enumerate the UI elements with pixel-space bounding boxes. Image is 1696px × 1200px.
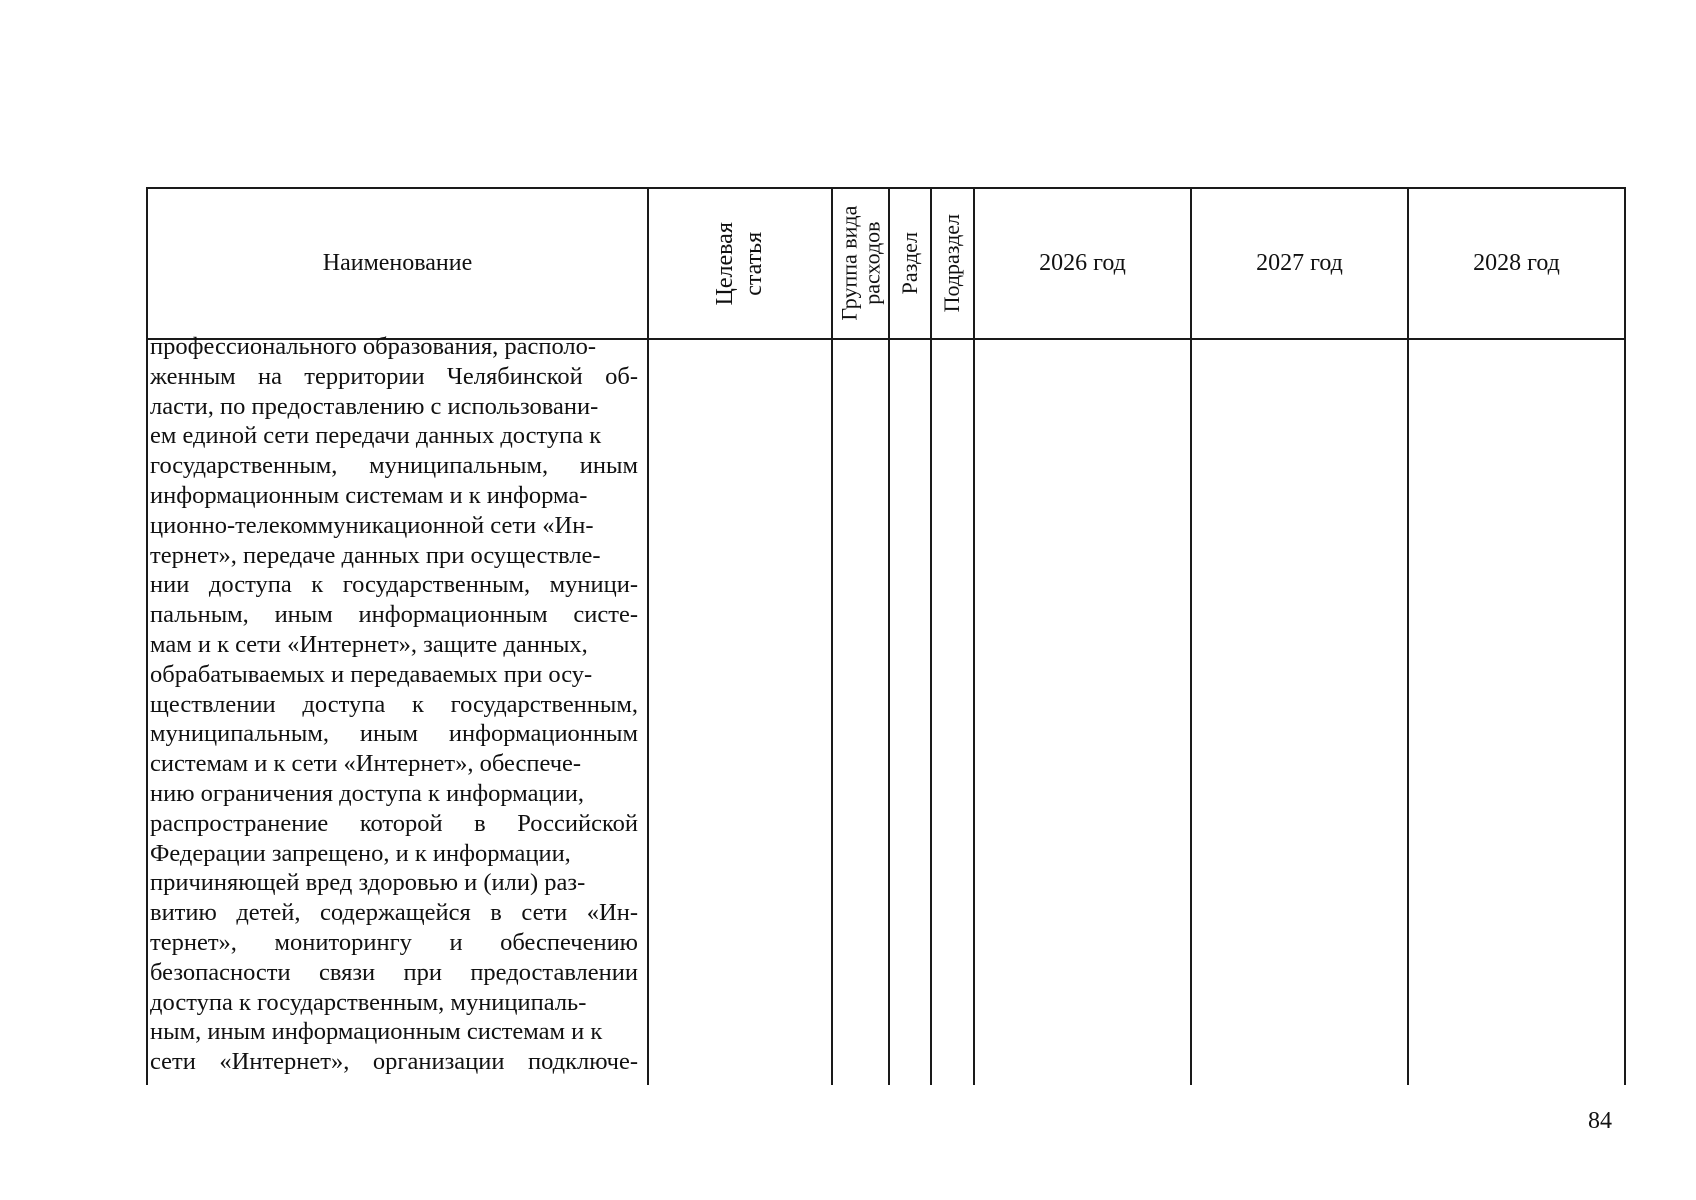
text-line: нию ограничения доступа к информации, xyxy=(150,779,584,807)
text-line: витию детей, содержащейся в сети «Ин- xyxy=(150,899,638,927)
text-line: пальным, иным информационным систе- xyxy=(150,601,638,629)
text-line: ласти, по предоставлению с использовани- xyxy=(150,392,599,420)
text-line: ем единой сети передачи данных доступа к xyxy=(150,422,602,450)
header-year-2027-label: 2027 год xyxy=(1256,250,1343,277)
text-line: муниципальным, иным информационным xyxy=(150,720,638,748)
text-line: женным на территории Челябинской об- xyxy=(150,362,638,390)
header-year-2027 xyxy=(1192,189,1407,338)
page-number: 84 xyxy=(1588,1108,1612,1134)
text-line: ществлении доступа к государственным, xyxy=(150,690,638,718)
text-line: распространение которой в Российской xyxy=(150,809,638,837)
text-line: обрабатываемых и передаваемых при осу- xyxy=(150,660,593,688)
header-name-label: Наименование xyxy=(322,250,473,277)
header-year-2028-label: 2028 год xyxy=(1473,250,1560,277)
header-year-2028 xyxy=(1409,189,1624,338)
text-line: тернет», мониторингу и обеспечению xyxy=(150,928,638,956)
text-line: нии доступа к государственным, муници- xyxy=(150,571,638,599)
text-line: сети «Интернет», организации подключе- xyxy=(150,1048,638,1076)
text-line: информационным системам и к информа- xyxy=(150,481,588,509)
text-line: ным, иным информационным системам и к xyxy=(150,1018,603,1046)
header-subsection xyxy=(932,189,973,338)
text-line: тернет», передаче данных при осуществле- xyxy=(150,541,601,569)
text-line: профессионального образования, располо- xyxy=(150,333,597,360)
header-expense-group xyxy=(833,189,888,338)
text-line: государственным, муниципальным, иным xyxy=(150,452,638,480)
header-target-article-label: Целевая статья xyxy=(712,221,767,306)
text-line: безопасности связи при предоставлении xyxy=(150,958,638,986)
header-section xyxy=(890,189,930,338)
header-year-2026-label: 2026 год xyxy=(1039,250,1126,277)
header-expense-group-label: Группа вида расходов xyxy=(836,206,885,321)
text-line: ционно-телекоммуникационной сети «Ин- xyxy=(150,511,594,539)
row-name-text xyxy=(150,332,638,1077)
header-section-label: Раздел xyxy=(896,232,922,295)
text-line: доступа к государственным, муниципаль- xyxy=(150,988,587,1016)
header-target-article xyxy=(649,189,831,338)
header-name xyxy=(148,189,647,338)
text-line: причиняющей вред здоровью и (или) раз- xyxy=(150,869,586,897)
header-year-2026 xyxy=(975,189,1190,338)
text-line: Федерации запрещено, и к информации, xyxy=(150,839,571,867)
text-line: системам и к сети «Интернет», обеспече- xyxy=(150,750,582,778)
table-right-border xyxy=(1624,187,1626,1085)
header-subsection-label: Подраздел xyxy=(939,214,965,313)
text-line: мам и к сети «Интернет», защите данных, xyxy=(150,630,588,658)
